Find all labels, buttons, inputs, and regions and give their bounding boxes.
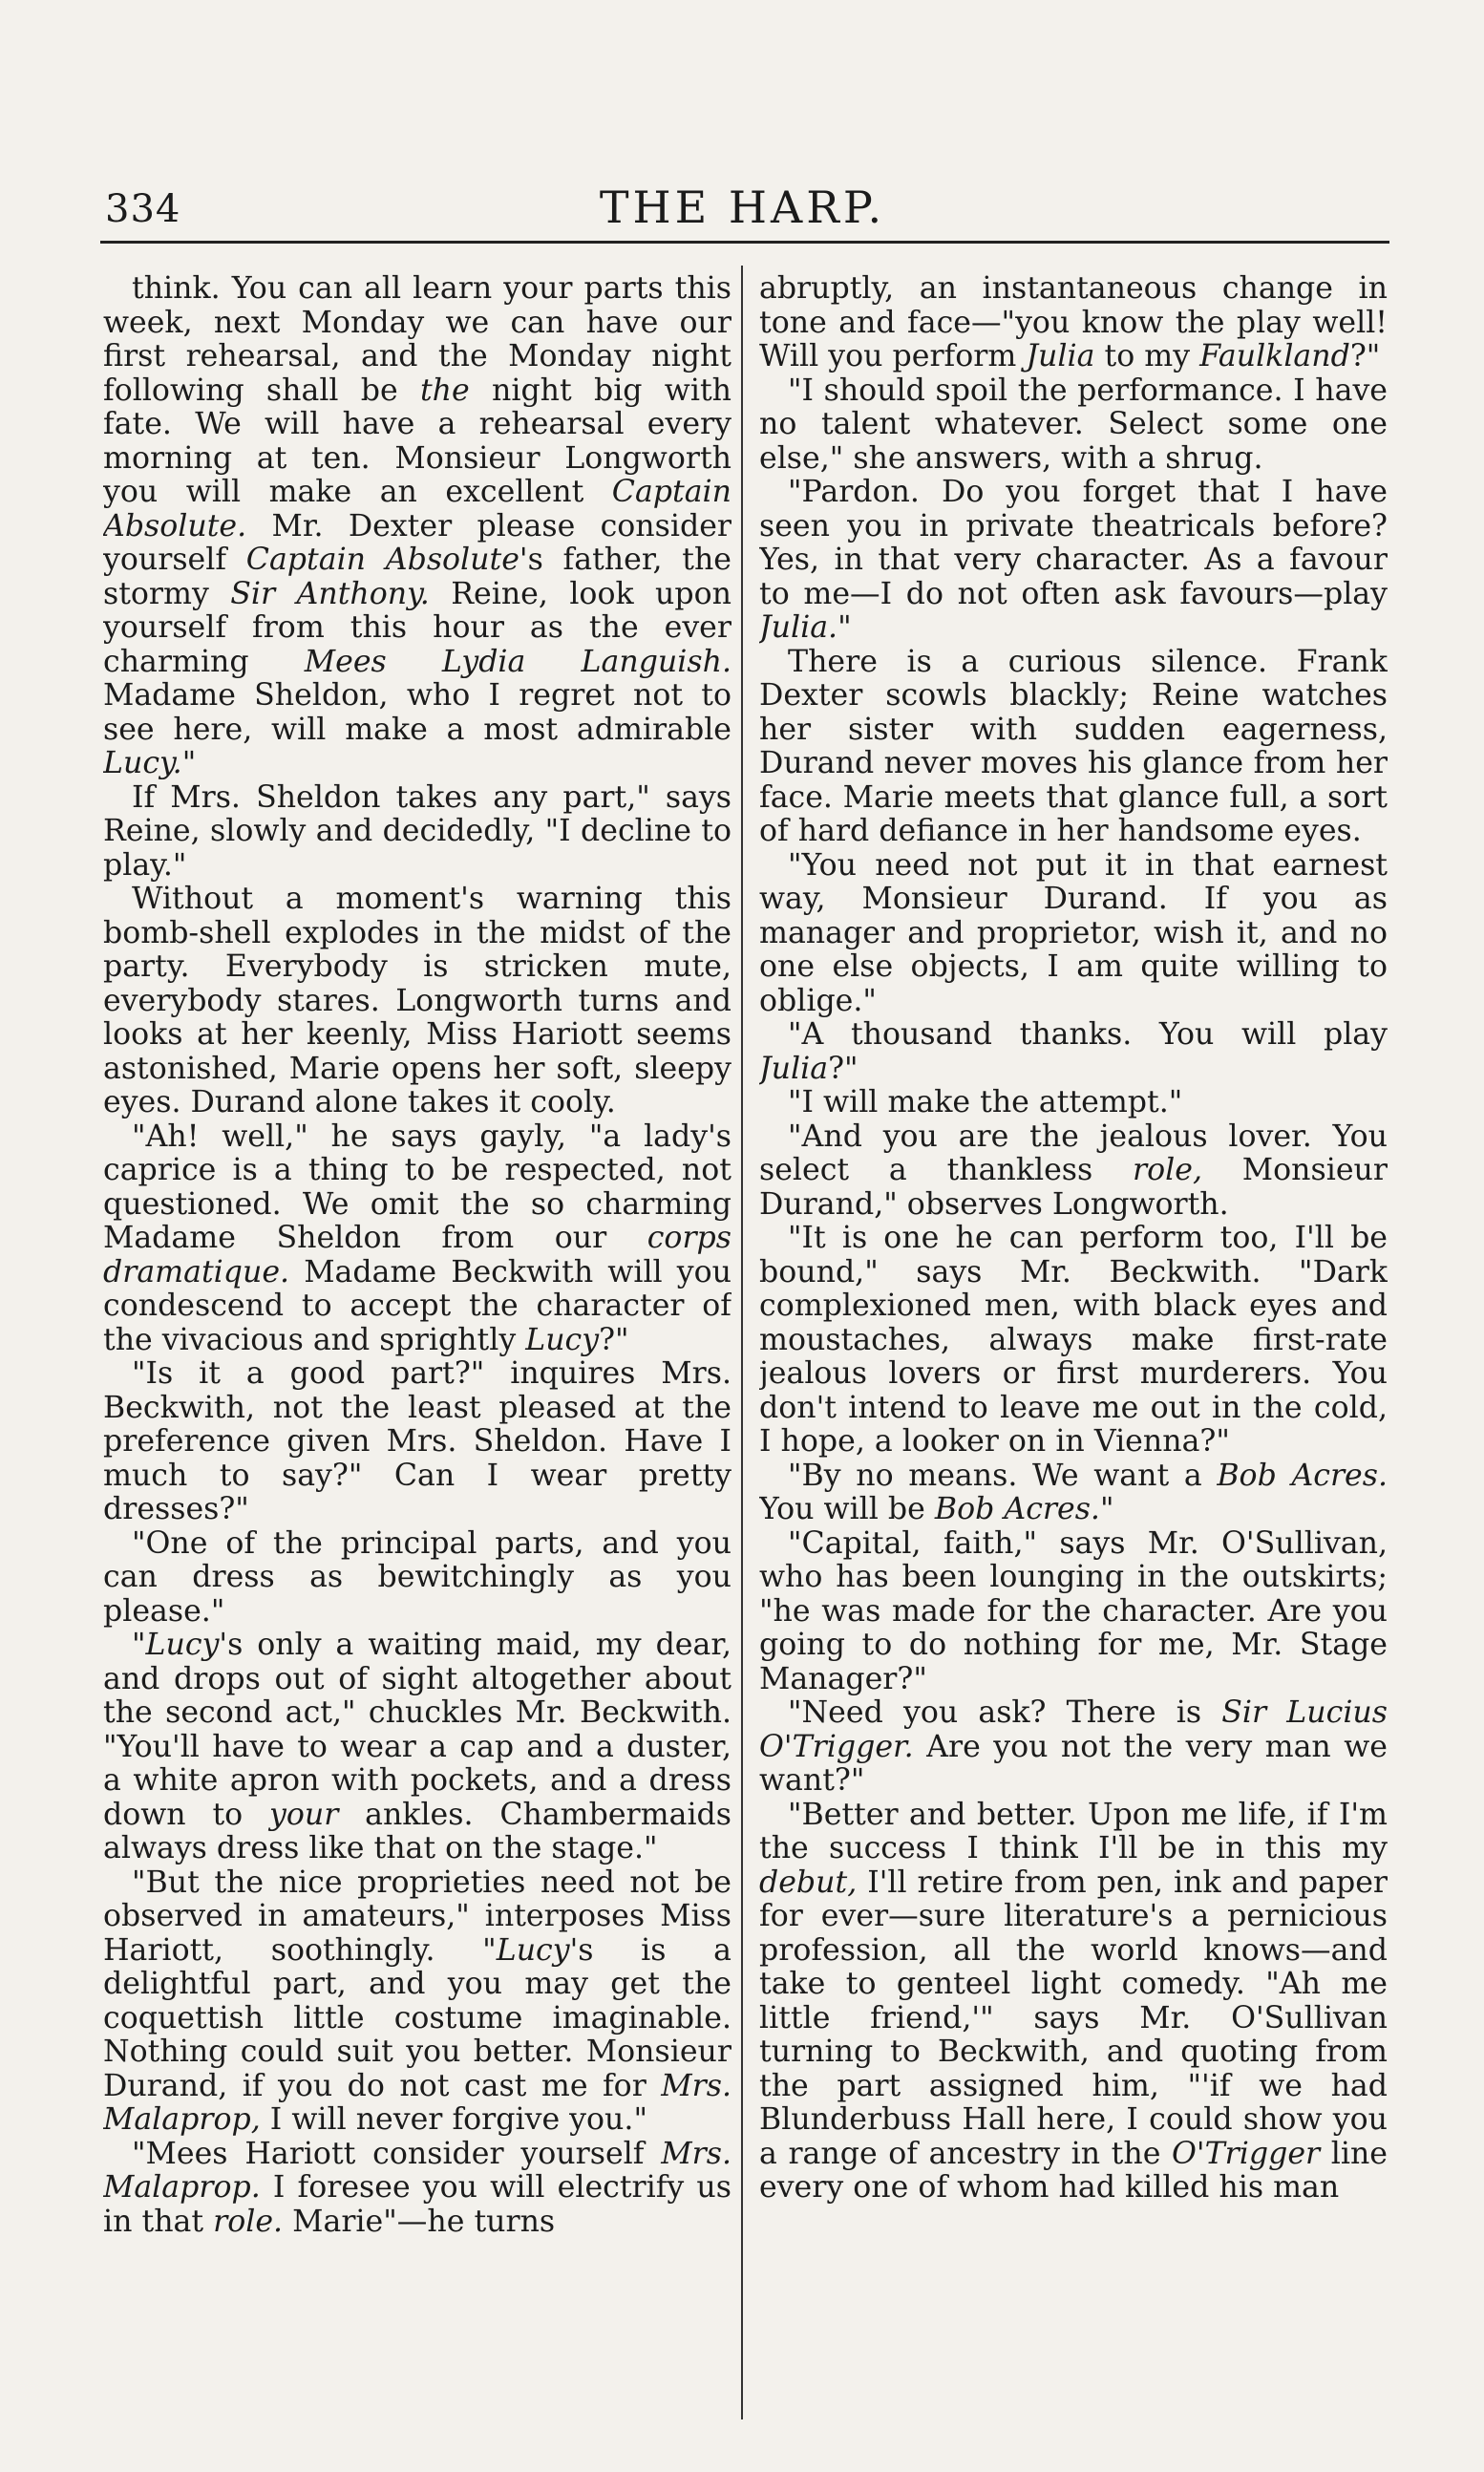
- text-run: Reine, look upon yourself from this hour as the ever charming: [103, 576, 731, 679]
- italic-run: Bob Acres.: [1217, 1458, 1388, 1493]
- paragraph: [103, 272, 731, 781]
- italic-run: Mrs. Malaprop,: [103, 2068, 731, 2137]
- text-run: Madame Beckwith will you condescend to accept the character of the vivacious and sprightly: [103, 1254, 731, 1357]
- text-run: ": [837, 610, 852, 645]
- text-run: night big with fate. We will have a rehearsal every morning at ten. Monsieur Longworth you will make an excellent: [103, 373, 731, 509]
- text-run: Mr. Dexter please consider yourself: [103, 508, 731, 577]
- paragraph: [103, 781, 731, 884]
- text-run: ?": [599, 1322, 629, 1357]
- text-run: "By no means. We want a: [788, 1458, 1218, 1493]
- text-run: "Need you ask? There is: [788, 1695, 1222, 1730]
- paragraph: [103, 1120, 731, 1358]
- paragraph: [103, 2138, 731, 2240]
- italic-run: Bob Acres.: [934, 1492, 1100, 1526]
- text-run: ?": [828, 1051, 859, 1086]
- text-run: "And you are the jealous lover. You select a thankless: [759, 1119, 1388, 1187]
- text-run: Monsieur Durand," observes Longworth.: [759, 1153, 1388, 1222]
- italic-run: the: [419, 373, 470, 408]
- italic-run: Lucy: [496, 1932, 570, 1968]
- left-column: [103, 272, 731, 2407]
- paragraph: [103, 1629, 731, 1866]
- italic-run: Lucy: [525, 1322, 600, 1357]
- paragraph: [759, 849, 1388, 1019]
- text-run: "You need not put it in that earnest way, Monsieur Durand. If you as manager and proprietor, wish it, and no one else objects, I am quite willing to oblige.": [759, 847, 1388, 1018]
- text-run: Marie"—he turns: [283, 2204, 556, 2239]
- text-run: "Mees Hariott consider yourself: [132, 2136, 662, 2171]
- text-run: "It is one he can perform too, I'll be bound," says Mr. Beckwith. "Dark complexioned men, with black eyes and moustaches, always make first-rate jealous lovers or first murderers. You don't intend to leave me out in the cold, I hope, a looker on in Vienna?": [759, 1221, 1388, 1459]
- italic-run: O'Trigger: [1172, 2136, 1321, 2171]
- text-run: ?": [1349, 339, 1381, 373]
- text-run: I'll retire from pen, ink and paper for ever—sure literature's a pernicious profession, all the world knows—and take to genteel light comedy. "Ah me little friend,'" says Mr. O'Sullivan turning to Beckwith, and quoting from the part assigned him, "'if we had Blunderbuss Hall here, I could show you a range of ancestry in the: [759, 1865, 1388, 2171]
- text-run: "Better and better. Upon me life, if I'm the success I think I'll be in this my: [759, 1797, 1388, 1865]
- italic-run: Julia.: [759, 610, 838, 645]
- text-run: to my: [1094, 339, 1200, 373]
- text-run: "I will make the attempt.": [788, 1085, 1183, 1119]
- text-run: Madame Sheldon, who I regret not to see here, will make a most admirable: [103, 678, 731, 747]
- paragraph: [759, 1799, 1388, 2206]
- page-number: 334: [105, 187, 181, 231]
- text-run: If Mrs. Sheldon takes any part," says Reine, slowly and decidedly, "I decline to play.": [103, 779, 731, 883]
- text-run: think. You can all learn your parts this week, next Monday we can have our first rehearsal, and the Monday night following shall be: [103, 272, 731, 408]
- column-divider: [741, 266, 743, 2419]
- text-run: "Is it a good part?" inquires Mrs. Beckwith, not the least pleased at the preference given Mrs. Sheldon. Have I much to say?" Can I wear pretty dresses?": [103, 1356, 731, 1526]
- paragraph: [759, 476, 1388, 646]
- text-run: "Capital, faith," says Mr. O'Sullivan, who has been lounging in the outskirts; "he was made for the character. Are you going to do nothing for me, Mr. Stage Manager?": [759, 1525, 1388, 1696]
- italic-run: role,: [1133, 1153, 1202, 1187]
- text-run: ": [1099, 1492, 1114, 1526]
- paragraph: [759, 1222, 1388, 1460]
- paragraph: [759, 646, 1388, 849]
- text-run: "Pardon. Do you forget that I have seen you in private theatricals before? Yes, in that very character. As a favour to me—I do not often ask favours—play: [759, 475, 1388, 611]
- italic-run: Captain Absolute.: [103, 475, 731, 543]
- text-run: "A thousand thanks. You will play: [788, 1017, 1388, 1052]
- right-column: [759, 272, 1388, 2407]
- italic-run: Mees Lydia Languish.: [304, 644, 731, 679]
- paragraph: [103, 1866, 731, 2138]
- italic-run: corps dramatique.: [103, 1221, 731, 1289]
- italic-run: Faulkland: [1199, 339, 1350, 373]
- italic-run: role.: [213, 2204, 284, 2239]
- text-run: 's father, the stormy: [103, 543, 731, 611]
- paragraph: [759, 1018, 1388, 1086]
- italic-run: Lucy.: [103, 746, 182, 780]
- paragraph: [759, 1696, 1388, 1799]
- paragraph: [759, 1086, 1388, 1120]
- italic-run: Sir Lucius O'Trigger.: [759, 1695, 1388, 1764]
- paragraph: [103, 1527, 731, 1630]
- text-run: Without a moment's warning this bomb-shell explodes in the midst of the party. Everybody is stricken mute, everybody stares. Longworth turns and looks at her keenly, Miss Hariott seems astonished, Marie opens her soft, sleepy eyes. Durand alone takes it cooly.: [103, 882, 731, 1119]
- italic-run: Julia: [759, 1051, 829, 1086]
- text-run: ankles. Chambermaids always dress like that on the stage.": [103, 1797, 731, 1865]
- text-run: You will be: [759, 1492, 935, 1526]
- text-run: ": [132, 1628, 146, 1662]
- italic-run: Sir Anthony.: [230, 576, 430, 611]
- text-run: Are you not the very man we want?": [759, 1729, 1388, 1798]
- text-run: "Ah! well," he says gayly, "a lady's caprice is a thing to be respected, not questioned. We omit the so charming Madame Sheldon from our: [103, 1119, 731, 1255]
- text-run: "I should spoil the performance. I have no talent whatever. Select some one else," she answers, with a shrug.: [759, 373, 1388, 476]
- italic-run: Julia: [1026, 339, 1095, 373]
- paragraph: [759, 272, 1388, 374]
- text-run: ": [181, 746, 197, 780]
- text-run: There is a curious silence. Frank Dexter scowls blackly; Reine watches her sister with sudden eagerness, Durand never moves his glance from her face. Marie meets that glance full, a sort of hard defiance in her handsome eyes.: [759, 644, 1388, 848]
- running-title: THE HARP.: [599, 181, 886, 233]
- italic-run: your: [268, 1797, 339, 1832]
- italic-run: debut,: [759, 1865, 858, 1900]
- paragraph: [103, 883, 731, 1120]
- text-run: 's is a delightful part, and you may get the coquettish little costume imaginable. Nothing could suit you better. Monsieur Durand, if you do not cast me for: [103, 1932, 731, 2103]
- paragraph: [103, 1357, 731, 1527]
- text-run: "But the nice proprieties need not be observed in amateurs," interposes Miss Hariott, soothingly. ": [103, 1865, 731, 1968]
- italic-run: Captain Absolute: [245, 543, 519, 577]
- text-run: "One of the principal parts, and you can dress as bewitchingly as you please.": [103, 1525, 731, 1629]
- paragraph: [759, 374, 1388, 477]
- header-rule: [100, 241, 1389, 244]
- text-run: 's only a waiting maid, my dear, and drops out of sight altogether about the second act," chuckles Mr. Beckwith. "You'll have to wear a cap and a duster, a white apron with pockets, and a dress down to: [103, 1628, 731, 1832]
- page-header: [95, 181, 1389, 239]
- text-run: line every one of whom had killed his man: [759, 2136, 1388, 2205]
- italic-run: Lucy: [145, 1628, 220, 1662]
- text-run: I will never forgive you.": [260, 2102, 647, 2137]
- paragraph: [759, 1120, 1388, 1223]
- paragraph: [759, 1527, 1388, 1697]
- paragraph: [759, 1460, 1388, 1527]
- text-run: I foresee you will electrify us in that: [103, 2170, 731, 2239]
- text-run: abruptly, an instantaneous change in tone and face—"you know the play well! Will you perform: [759, 272, 1388, 373]
- italic-run: Mrs. Malaprop.: [103, 2136, 731, 2205]
